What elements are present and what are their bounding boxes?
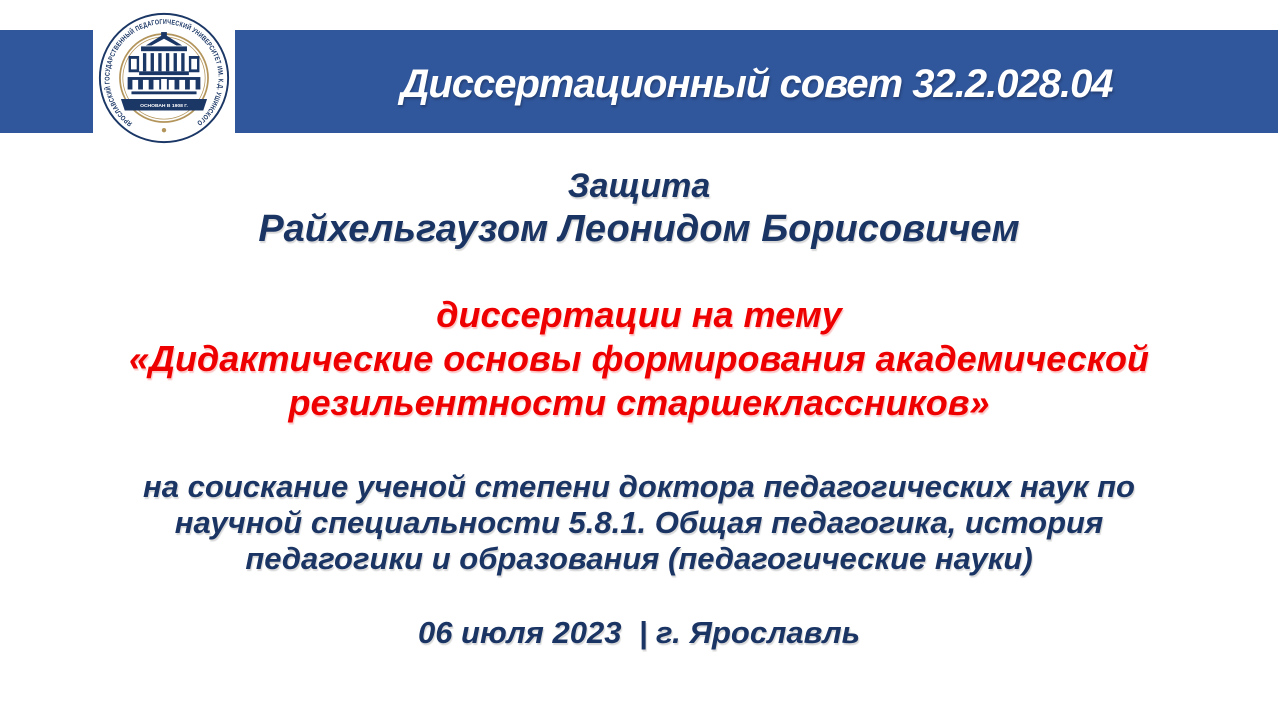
date-location: 06 июля 2023 | г. Ярославль — [417, 615, 861, 650]
topic-title-line-2: резильентности старшеклассников» — [288, 382, 990, 423]
degree-line-3: педагогики и образования (педагогические науки) — [245, 541, 1033, 576]
slide-body — [0, 166, 1278, 653]
university-logo — [93, 8, 235, 148]
candidate-name: Райхельгаузом Леонидом Борисовичем — [258, 208, 1020, 250]
topic-title-line-1: «Дидактические основы формирования академической — [128, 338, 1149, 379]
degree-line-2: научной специальности 5.8.1. Общая педагогика, история — [174, 505, 1104, 540]
header-title: Диссертационный совет 32.2.028.04 — [400, 62, 1113, 106]
seal-banner — [121, 99, 207, 110]
seal-ring-text: ЯРОСЛАВСКИЙ ГОСУДАРСТВЕННЫЙ ПЕДАГОГИЧЕСКИЙ УНИВЕРСИТЕТ ИМ. К.Д. УШИНСКОГО — [104, 18, 224, 128]
seal-gold-dot — [162, 128, 166, 132]
degree-line-1: на соискание ученой степени доктора педагогических наук по — [143, 469, 1135, 504]
topic-intro: диссертации на тему — [436, 294, 842, 335]
seal-banner-text: ОСНОВАН В 1908 Г. — [140, 104, 188, 110]
defense-label: Защита — [567, 167, 711, 205]
university-seal-icon — [97, 11, 231, 145]
